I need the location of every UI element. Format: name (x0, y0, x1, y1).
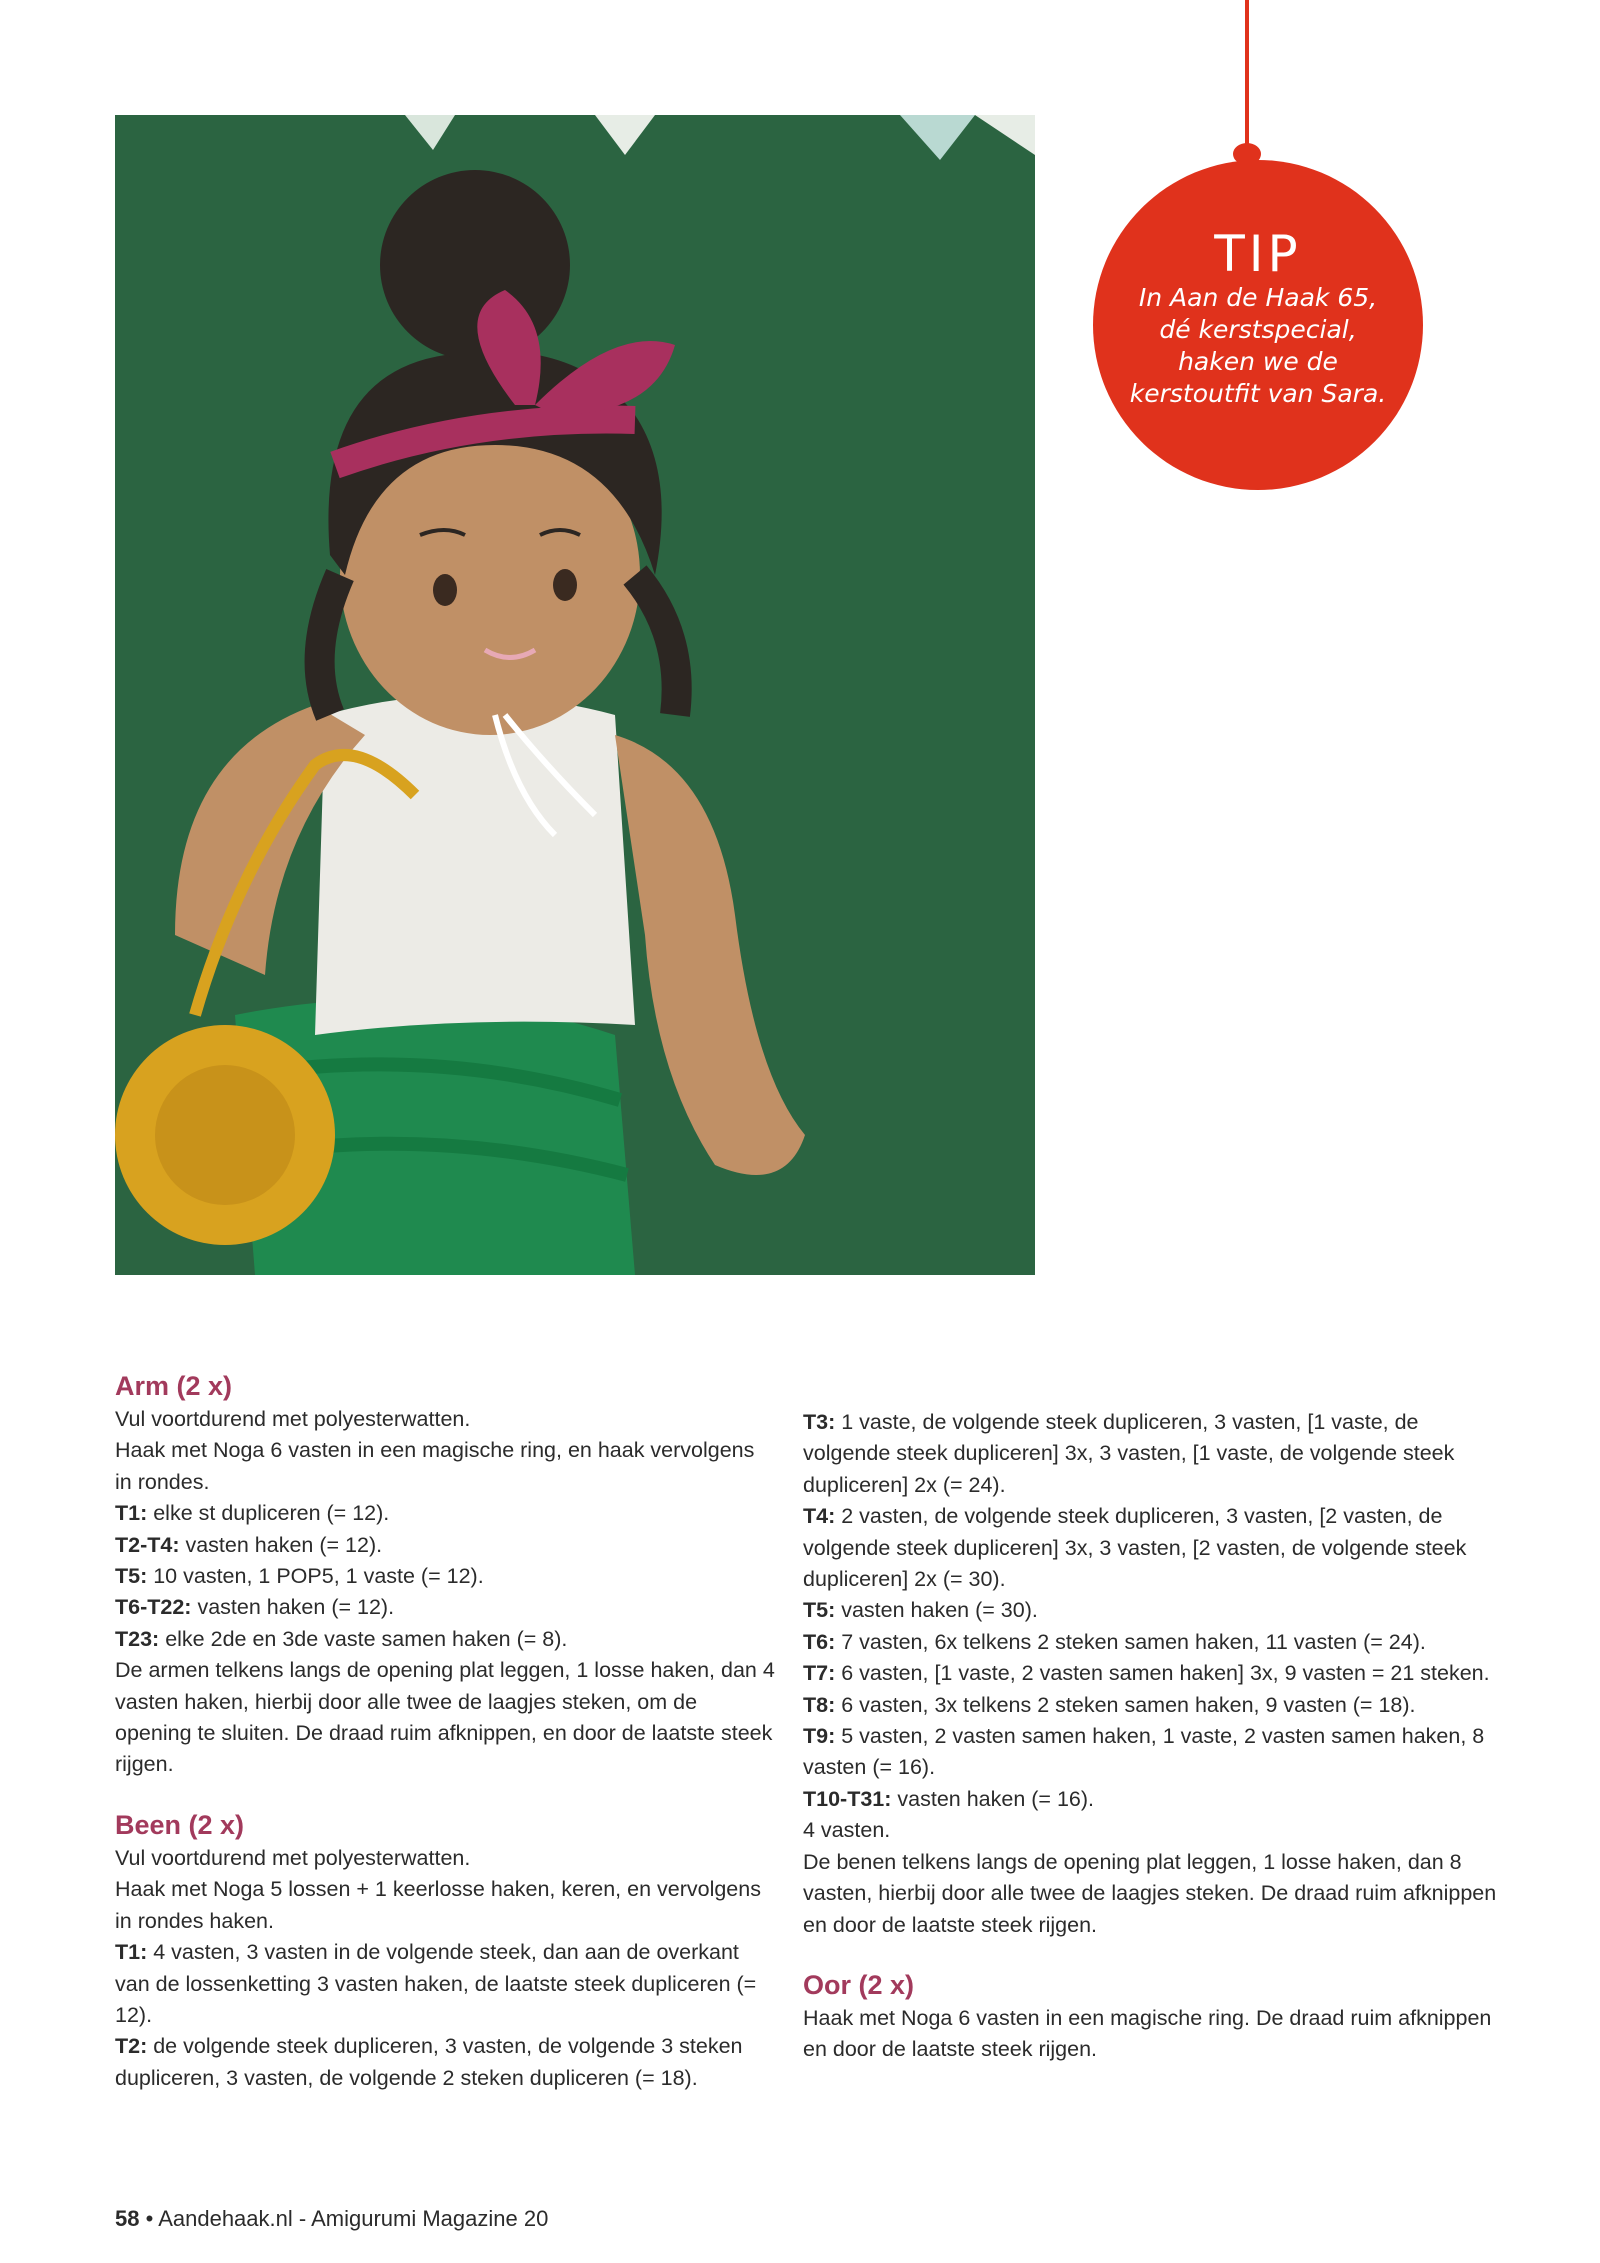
paragraph: De benen telkens langs de opening plat leggen, 1 losse haken, dan 8 vasten, hierbij door alle twee de laagjes steken. De draad ruim afknippen en door de laatste steek rijgen. (803, 1849, 1497, 1937)
round-label: T2-T4: (115, 1532, 180, 1557)
round-text: 4 vasten, 3 vasten in de volgende steek, dan aan de overkant van de lossenketting 3 vasten haken, de laatste steek dupliceren (= 12). (115, 1940, 757, 2027)
round-row (803, 1407, 1503, 1501)
round-row (115, 2031, 775, 2094)
round-text: 7 vasten, 6x telkens 2 steken samen haken, 11 vasten (= 24). (835, 1629, 1426, 1654)
round-text: vasten haken (= 16). (891, 1786, 1095, 1811)
paragraph: Haak met Noga 5 lossen + 1 keerlosse haken, keren, en vervolgens in rondes haken. (115, 1877, 761, 1933)
tip-line: kerstoutfit van Sara. (1129, 379, 1387, 408)
round-text: vasten haken (= 30). (835, 1598, 1038, 1623)
round-label: T5: (803, 1598, 836, 1623)
round-label: T4: (803, 1504, 836, 1529)
paragraph: Haak met Noga 6 vasten in een magische ring. De draad ruim afknippen en door de laatste steek rijgen. (803, 2005, 1492, 2062)
round-label: T10-T31: (803, 1786, 892, 1811)
tip-line: haken we de (1178, 347, 1338, 376)
round-row (115, 1592, 775, 1623)
round-text: vasten haken (= 12). (191, 1595, 395, 1620)
tip-text (1093, 282, 1423, 410)
round-row (115, 1498, 775, 1529)
round-row (803, 1627, 1503, 1658)
round-row (803, 1721, 1503, 1784)
round-text: 2 vasten, de volgende steek dupliceren, 3 vasten, [2 vasten, de volgende steek dupliceren] 3x, 3 vasten, [2 vasten, de volgende steek dupliceren] 2x (= 30). (803, 1504, 1467, 1592)
round-row (803, 1784, 1503, 1815)
round-text: elke st dupliceren (= 12). (147, 1501, 390, 1526)
round-text: elke 2de en 3de vaste samen haken (= 8). (159, 1626, 568, 1651)
round-label: T3: (803, 1410, 836, 1434)
round-row (803, 1690, 1503, 1721)
round-label: T8: (803, 1692, 836, 1717)
round-label: T2: (115, 2034, 148, 2059)
round-label: T1: (115, 1501, 148, 1526)
round-row (115, 1561, 775, 1592)
section-heading: Been (2 x) (115, 1809, 245, 1840)
page-number: 58 (115, 2206, 140, 2231)
round-row (115, 1530, 775, 1561)
round-label: T5: (115, 1564, 148, 1589)
round-row (803, 1658, 1503, 1689)
round-text: 6 vasten, 3x telkens 2 steken samen haken, 9 vasten (= 18). (835, 1692, 1416, 1717)
round-text: 1 vaste, de volgende steek dupliceren, 3 vasten, [1 vaste, de volgende steek dupliceren] 3x, 3 vasten, [1 vaste, de volgende steek dupliceren] 2x (= 24). (803, 1410, 1455, 1497)
page-footer (115, 2206, 548, 2232)
tip-line: dé kerstspecial, (1159, 315, 1357, 344)
section-heading: Arm (2 x) (115, 1371, 233, 1401)
round-label: T1: (115, 1940, 148, 1965)
left-column (115, 1368, 775, 2094)
round-text: 5 vasten, 2 vasten samen haken, 1 vaste, 2 vasten samen haken, 8 vasten (= 16). (803, 1724, 1485, 1780)
round-label: T23: (115, 1626, 160, 1651)
paragraph: Vul voortdurend met polyesterwatten. (115, 1845, 471, 1870)
round-row (803, 1501, 1503, 1595)
round-row (803, 1595, 1503, 1626)
crochet-doll-photo (115, 115, 1035, 1275)
tip-ornament (1093, 160, 1423, 490)
round-row (115, 1624, 775, 1655)
paragraph: Haak met Noga 6 vasten in een magische ring, en haak vervolgens in rondes. (115, 1438, 755, 1494)
round-label: T6: (803, 1629, 836, 1654)
paragraph: De armen telkens langs de opening plat leggen, 1 losse haken, dan 4 vasten haken, hierbij door alle twee de laagjes steken, om de opening te sluiten. De draad ruim afknippen, en door de laatste steek rijgen. (115, 1658, 775, 1777)
tip-title: TIP (1214, 225, 1302, 283)
footer-text: Aandehaak.nl - Amigurumi Magazine 20 (158, 2206, 549, 2231)
paragraph: 4 vasten. (803, 1818, 891, 1843)
round-row (115, 1937, 775, 2031)
paragraph: Vul voortdurend met polyesterwatten. (115, 1407, 471, 1431)
ornament-string (1245, 0, 1249, 150)
round-text: de volgende steek dupliceren, 3 vasten, de volgende 3 steken dupliceren, 3 vasten, de volgende 2 steken dupliceren (= 18). (115, 2034, 743, 2090)
section-heading: Oor (2 x) (803, 1969, 915, 2000)
tip-line: In Aan de Haak 65, (1138, 283, 1378, 312)
round-text: 6 vasten, [1 vaste, 2 vasten samen haken] 3x, 9 vasten = 21 steken. (835, 1661, 1490, 1686)
round-label: T6-T22: (115, 1595, 192, 1620)
right-column (803, 1407, 1503, 2066)
round-text: vasten haken (= 12). (179, 1532, 383, 1557)
round-label: T9: (803, 1724, 836, 1749)
round-label: T7: (803, 1661, 836, 1686)
round-text: 10 vasten, 1 POP5, 1 vaste (= 12). (147, 1564, 484, 1589)
footer-separator: • (139, 2206, 159, 2231)
